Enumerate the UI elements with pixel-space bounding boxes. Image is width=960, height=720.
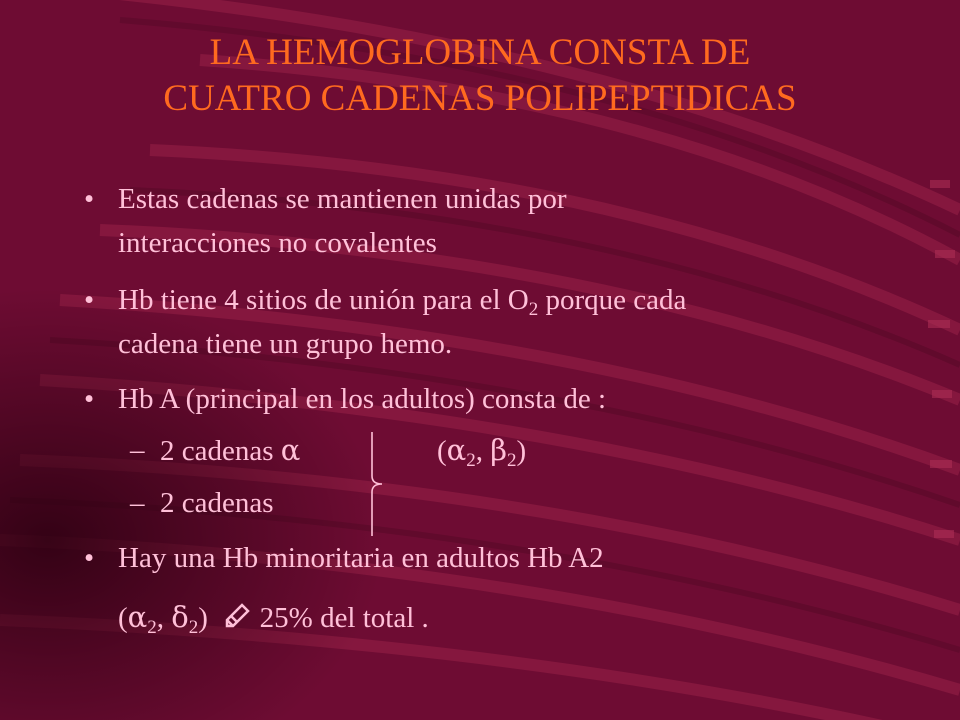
sub-item-1-dash: – [130,434,145,466]
formula-open-paren: ( [437,435,447,467]
sub-item-1 [160,433,300,469]
slide-title [0,30,960,122]
hba2-open-paren: ( [118,602,128,634]
hba2-delta-subscript: 2 [188,617,199,638]
hba2-alpha: α [127,600,148,634]
formula-alpha: α [446,433,467,467]
title-line-2: CUATRO CADENAS POLIPEPTIDICAS [163,78,797,119]
bullet-2-line-2: cadena tiene un grupo hemo. [118,328,453,360]
bullet-1-line-2: interacciones no covalentes [118,227,437,259]
hba-formula [437,433,526,478]
sub-item-2-dash: – [130,487,145,519]
formula-beta: β [490,433,508,467]
hba2-formula [118,600,429,645]
bullet-2-text-pre: Hb tiene 4 sitios de unión para el O [118,284,529,316]
hba2-alpha-subscript: 2 [147,617,157,638]
hba2-separator: , [156,602,172,634]
formula-alpha-subscript: 2 [466,450,476,471]
bullet-1-line-1: Estas cadenas se mantienen unidas por [118,183,567,215]
sub-item-2-text: 2 cadenas [160,487,274,519]
grouping-brace [360,430,390,538]
formula-close-paren: ) [516,435,527,467]
hba2-delta: δ [171,600,189,634]
title-line-1: LA HEMOGLOBINA CONSTA DE [209,32,751,73]
pencil-icon [222,601,252,631]
bullet-2-marker: • [84,284,95,316]
bullet-4-line-1: Hay una Hb minoritaria en adultos Hb A2 [118,542,604,574]
hba2-close-paren: ) [198,602,208,634]
sub-item-1-text: 2 cadenas [160,435,281,467]
bullet-2-line-1 [118,283,686,327]
bullet-3-line-1: Hb A (principal en los adultos) consta de : [118,383,607,415]
formula-beta-subscript: 2 [507,450,517,471]
bullet-2-text-post: porque cada [538,284,687,316]
o2-subscript: 2 [528,299,539,320]
alpha-symbol: α [280,433,301,467]
formula-separator: , [475,435,491,467]
bullet-1-marker: • [84,183,95,215]
bullet-3-marker: • [84,383,95,415]
bullet-4-marker: • [84,542,95,574]
hba2-tail-text: 25% del total . [252,602,429,634]
